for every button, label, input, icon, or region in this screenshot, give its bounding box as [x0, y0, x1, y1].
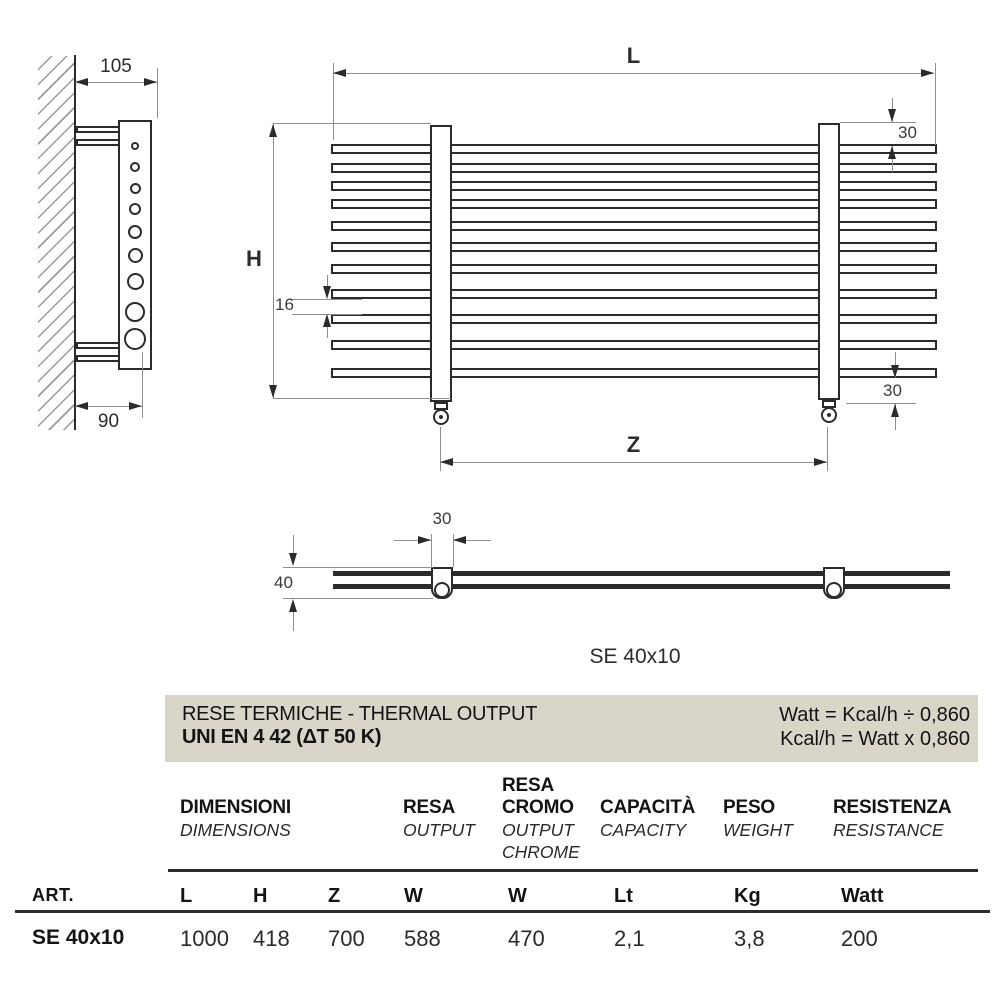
data-cell: 200: [841, 926, 878, 951]
group-header: [403, 797, 475, 841]
column-header: H: [253, 885, 268, 907]
data-cell: 2,1: [614, 926, 645, 951]
group-header-subtitle: WEIGHT: [723, 820, 793, 840]
column-header: Lt: [614, 885, 633, 907]
dim-label-40: 40: [274, 573, 293, 592]
group-header: [600, 797, 695, 841]
group-header-subtitle: OUTPUT: [502, 820, 574, 840]
group-header-title: CROMO: [502, 797, 574, 818]
group-header-title: RESA: [502, 775, 554, 796]
group-header-subtitle: CAPACITY: [600, 820, 687, 840]
data-cell: 588: [404, 926, 441, 951]
banner-standard: UNI EN 4 42 (ΔT 50 K): [182, 726, 382, 748]
formula-kcal: Kcal/h = Watt x 0,860: [780, 728, 970, 750]
dim-label-30-top: 30: [898, 123, 917, 142]
column-header: W: [508, 885, 527, 907]
column-header: W: [404, 885, 423, 907]
formula-watt: Watt = Kcal/h ÷ 0,860: [779, 704, 970, 726]
dim-label-16: 16: [275, 295, 294, 314]
group-header: [833, 797, 951, 841]
dim-label-L: L: [626, 43, 641, 68]
group-header-subtitle: CHROME: [502, 842, 580, 862]
group-header-title: DIMENSIONI: [180, 797, 291, 818]
data-cell: 418: [253, 926, 290, 951]
group-header-subtitle: DIMENSIONS: [180, 820, 291, 840]
group-header: [180, 797, 291, 841]
data-cell: 700: [328, 926, 365, 951]
data-cell: 1000: [180, 926, 229, 951]
dim-label-30-bottom: 30: [883, 381, 902, 400]
group-header-subtitle: RESISTANCE: [833, 820, 944, 840]
column-header: Kg: [734, 885, 761, 907]
group-header-title: RESA: [403, 797, 455, 818]
table-rule-top: [168, 869, 978, 872]
model-caption: SE 40x10: [589, 645, 681, 668]
group-header-title: CAPACITÀ: [600, 797, 696, 818]
column-header: ART.: [32, 885, 74, 905]
dim-label-Z: Z: [626, 432, 641, 457]
row-article-code: SE 40x10: [32, 926, 125, 949]
dim-label-90: 90: [97, 411, 120, 432]
table-rule-mid: [15, 910, 990, 913]
column-header: Z: [328, 885, 341, 907]
data-cell: 470: [508, 926, 545, 951]
group-header-title: RESISTENZA: [833, 797, 952, 818]
group-header: [502, 775, 580, 863]
column-header: Watt: [841, 885, 884, 907]
dim-label-30-bracket: 30: [432, 509, 452, 528]
group-header-subtitle: OUTPUT: [403, 820, 475, 840]
group-header: [723, 797, 793, 841]
data-cell: 3,8: [734, 926, 765, 951]
dim-label-H: H: [246, 246, 262, 271]
group-header-title: PESO: [723, 797, 775, 818]
column-header: L: [180, 885, 193, 907]
dim-label-105: 105: [100, 56, 132, 77]
banner-title: RESE TERMICHE - THERMAL OUTPUT: [182, 703, 538, 725]
